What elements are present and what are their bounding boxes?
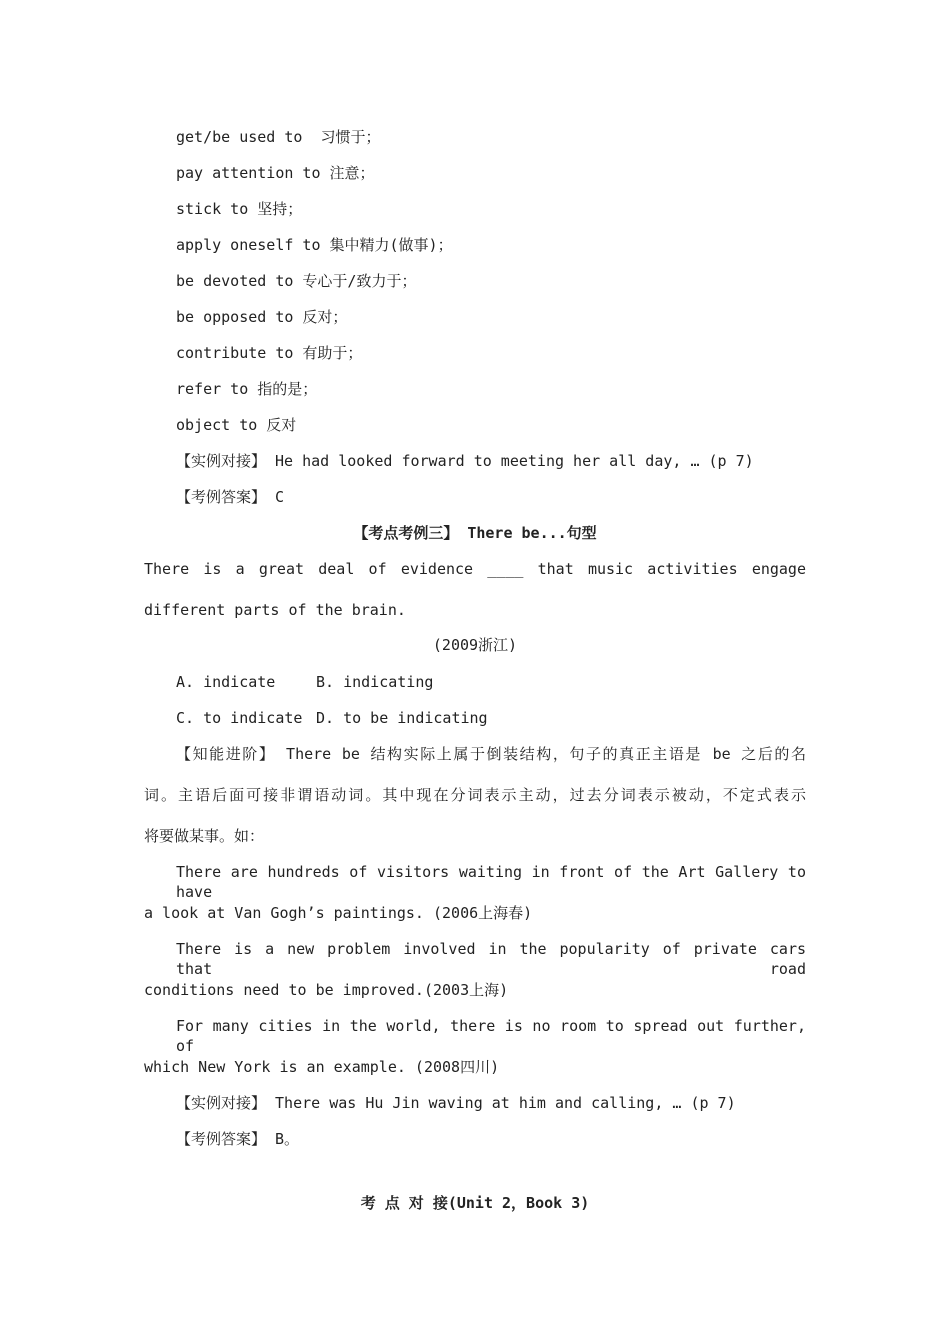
vocab-line-5: be devoted to 专心于/致力于； — [176, 272, 417, 290]
answer-2: 【考例答案】 B。 — [176, 1130, 300, 1148]
answer-1: 【考例答案】 C — [176, 488, 285, 506]
option-b: B. indicating — [316, 673, 434, 691]
option-a: A. indicate — [176, 673, 276, 691]
section-heading: 【考点考例三】 There be...句型 — [353, 524, 597, 542]
knowledge-line-3: 将要做某事。如： — [144, 827, 265, 845]
example-1-line-1: There are hundreds of visitors waiting in front of the Art Gallery to have — [176, 863, 806, 901]
knowledge-line-1: 【知能进阶】 There be 结构实际上属于倒装结构，句子的真正主语是 be 之后的名 — [176, 745, 806, 763]
vocab-line-6: be opposed to 反对； — [176, 308, 348, 326]
example-3-line-1: For many cities in the world, there is no room to spread out further, of — [176, 1017, 806, 1055]
option-c: C. to indicate — [176, 709, 303, 727]
vocab-line-1: get/be used to 习惯于； — [176, 128, 381, 146]
question-source: (2009浙江) — [432, 636, 518, 654]
vocab-line-8: refer to 指的是； — [176, 380, 318, 398]
question-line-2: different parts of the brain. — [144, 601, 406, 619]
question-line-1: There is a great deal of evidence ____ that music activities engage — [144, 560, 806, 578]
vocab-line-7: contribute to 有助于； — [176, 344, 363, 362]
example-2-line-1: There is a new problem involved in the popularity of private cars that road — [176, 940, 806, 978]
example-2-line-2: conditions need to be improved.(2003上海) — [144, 981, 509, 999]
knowledge-line-2: 词。主语后面可接非谓语动词。其中现在分词表示主动，过去分词表示被动，不定式表示 — [144, 786, 806, 804]
practice-link-1: 【实例对接】 He had looked forward to meeting her all day, … (p 7) — [176, 452, 754, 470]
vocab-line-3: stick to 坚持； — [176, 200, 303, 218]
unit-heading: 考 点 对 接(Unit 2，Book 3) — [360, 1194, 590, 1212]
example-3-line-2: which New York is an example. (2008四川) — [144, 1058, 500, 1076]
example-1-line-2: a look at Van Gogh’s paintings. (2006上海春) — [144, 904, 533, 922]
practice-link-2: 【实例对接】 There was Hu Jin waving at him and calling, … (p 7) — [176, 1094, 736, 1112]
option-d: D. to be indicating — [316, 709, 488, 727]
vocab-line-2: pay attention to 注意； — [176, 164, 375, 182]
vocab-line-4: apply oneself to 集中精力(做事)； — [176, 236, 453, 254]
vocab-line-9: object to 反对 — [176, 416, 297, 434]
